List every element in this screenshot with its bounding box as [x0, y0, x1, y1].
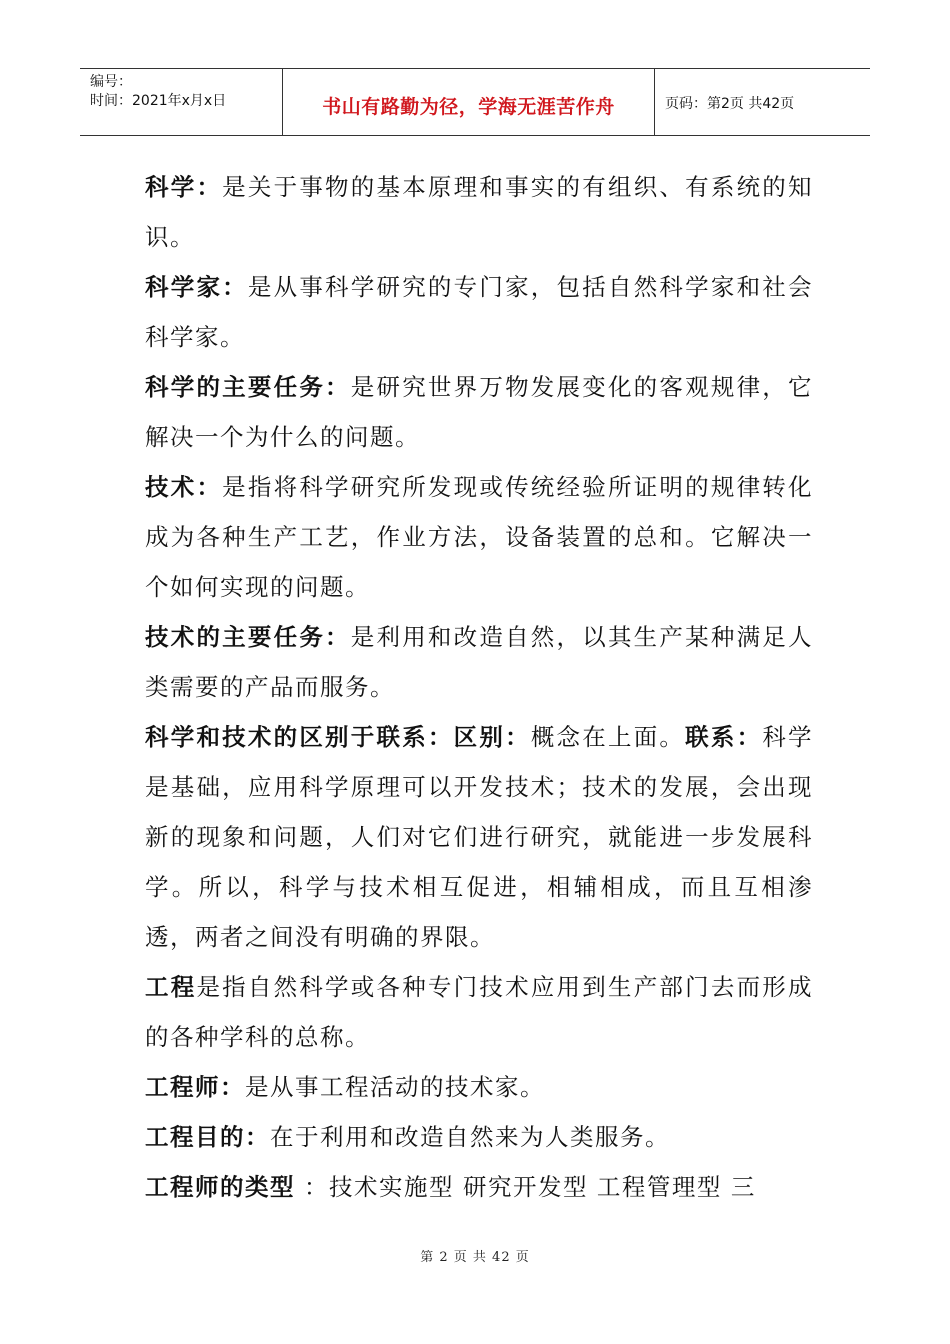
definition: 概念在上面。	[530, 723, 686, 751]
term: 工程目的：	[145, 1123, 270, 1151]
definition: 是从事工程活动的技术家。	[245, 1073, 545, 1101]
paragraph-technology	[145, 462, 813, 612]
term: 技术的主要任务：	[145, 623, 351, 651]
paragraph-science-tech-relation	[145, 712, 813, 962]
header-page-info: 页码：第2页 共42页	[665, 96, 795, 112]
doc-time-label: 时间：2021年x月x日	[90, 93, 227, 109]
term: 工程	[145, 973, 197, 1001]
term: 科学的主要任务：	[145, 373, 351, 401]
term: 工程师的类型	[145, 1173, 295, 1201]
header-meta	[80, 69, 283, 135]
definition: 是关于事物的基本原理和事实的有组织、有系统的知识。	[145, 173, 814, 251]
paragraph-engineer	[145, 1062, 813, 1112]
paragraph-engineering-purpose	[145, 1112, 813, 1162]
page-footer: 第 2 页 共 42 页	[420, 1250, 530, 1265]
paragraph-science-task	[145, 362, 813, 462]
term: 科学：	[145, 173, 223, 201]
definition: 在于利用和改造自然来为人类服务。	[270, 1123, 670, 1151]
paragraph-engineer-types	[145, 1162, 813, 1212]
definition: 科学是基础，应用科学原理可以开发技术；技术的发展，会出现新的现象和问题，人们对它们进行研究，就能进一步发展科学。所以，科学与技术相互促进，相辅相成，而且互相渗透，两者之间没有明确的界限。	[145, 723, 814, 951]
definition: 是指将科学研究所发现或传统经验所证明的规律转化成为各种生产工艺，作业方法，设备装置的总和。它解决一个如何实现的问题。	[145, 473, 814, 601]
term: 联系：	[685, 723, 763, 751]
doc-number-label: 编号：	[90, 74, 132, 90]
definition: 是从事科学研究的专门家，包括自然科学家和社会科学家。	[145, 273, 814, 351]
term: 技术：	[145, 473, 223, 501]
paragraph-science	[145, 162, 813, 262]
definition: ：技术实施型 研究开发型 工程管理型 三	[295, 1173, 756, 1201]
definition: 是指自然科学或各种专门技术应用到生产部门去而形成的各种学科的总称。	[145, 973, 814, 1051]
term: 科学和技术的区别于联系：区别：	[145, 723, 531, 751]
paragraph-technology-task	[145, 612, 813, 712]
page-header	[80, 68, 870, 136]
definition: 是研究世界万物发展变化的客观规律，它解决一个为什么的问题。	[145, 373, 814, 451]
paragraph-engineering	[145, 962, 813, 1062]
header-motto: 书山有路勤为径，学海无涯苦作舟	[283, 69, 655, 135]
paragraph-scientist	[145, 262, 813, 362]
term: 科学家：	[145, 273, 248, 301]
document-body	[145, 162, 813, 1212]
term: 工程师：	[145, 1073, 245, 1101]
definition: 是利用和改造自然，以其生产某种满足人类需要的产品而服务。	[145, 623, 814, 701]
